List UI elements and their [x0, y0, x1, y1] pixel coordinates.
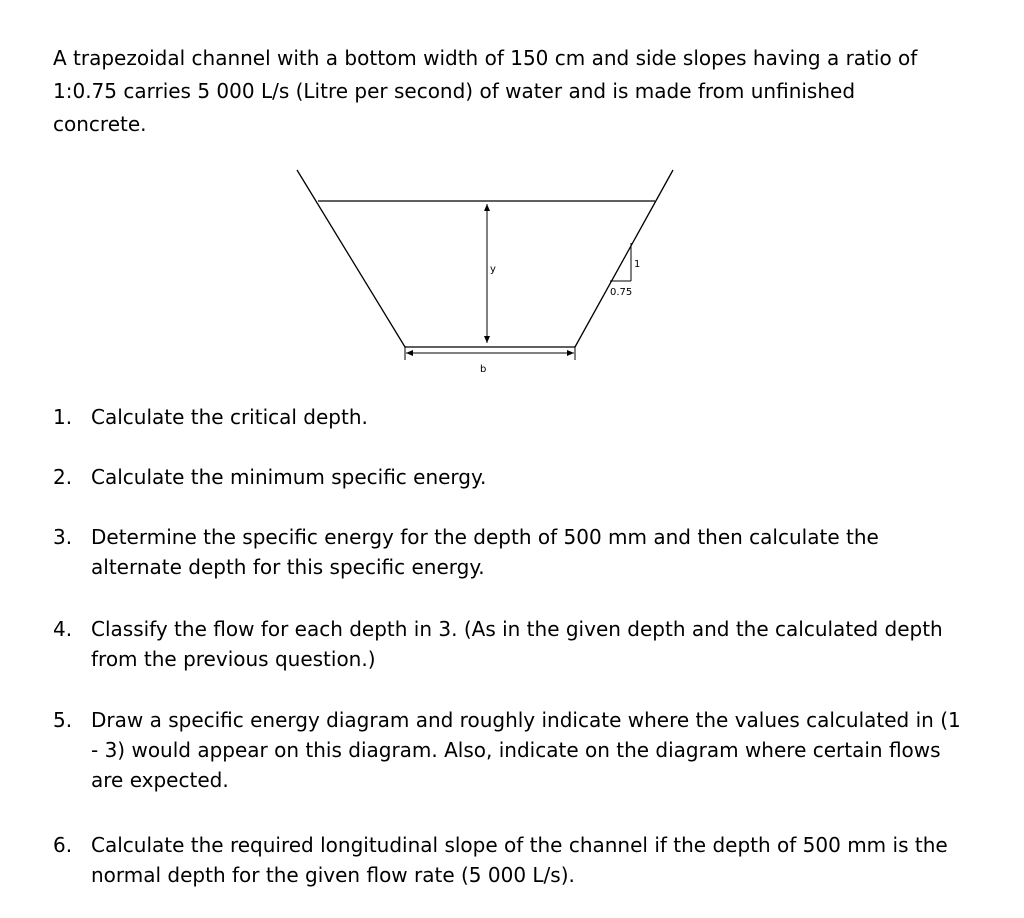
question-text: Calculate the critical depth.	[91, 405, 368, 429]
question-number: 3.	[53, 525, 73, 549]
question-text: Calculate the minimum specific energy.	[91, 465, 487, 489]
question-text: Determine the specific energy for the depth of 500 mm and then calculate the alternate depth for this specific energy.	[91, 525, 879, 579]
question-item	[53, 614, 973, 674]
slope-horizontal-label: 0.75	[610, 287, 633, 298]
width-label: b	[480, 364, 487, 375]
question-number: 2.	[53, 465, 73, 489]
question-number: 6.	[53, 833, 73, 857]
question-number: 5.	[53, 708, 73, 732]
question-number: 1.	[53, 405, 73, 429]
question-item	[53, 522, 973, 582]
question-text: Calculate the required longitudinal slope of the channel if the depth of 500 mm is the normal depth for the given flow rate (5 000 L/s).	[91, 833, 948, 887]
question-text: Draw a specific energy diagram and roughly indicate where the values calculated in (1 - 3) would appear on this diagram. Also, indicate on the diagram where certain flows are expected.	[91, 708, 961, 792]
channel-right-wall	[575, 170, 673, 347]
channel-cross-section-diagram	[0, 0, 1024, 400]
problem-statement: A trapezoidal channel with a bottom width of 150 cm and side slopes having a ratio of 1:0.75 carries 5 000 L/s (Litre per second) of water and is made from unfinished concrete.	[53, 46, 918, 136]
question-text: Classify the flow for each depth in 3. (As in the given depth and the calculated depth from the previous question.)	[91, 617, 943, 671]
slope-vertical-label: 1	[634, 259, 641, 270]
question-number: 4.	[53, 617, 73, 641]
question-item	[53, 830, 973, 890]
depth-label: y	[490, 264, 496, 275]
question-item	[53, 705, 973, 795]
channel-left-wall	[297, 170, 405, 347]
question-item	[53, 402, 973, 432]
question-item	[53, 462, 973, 492]
